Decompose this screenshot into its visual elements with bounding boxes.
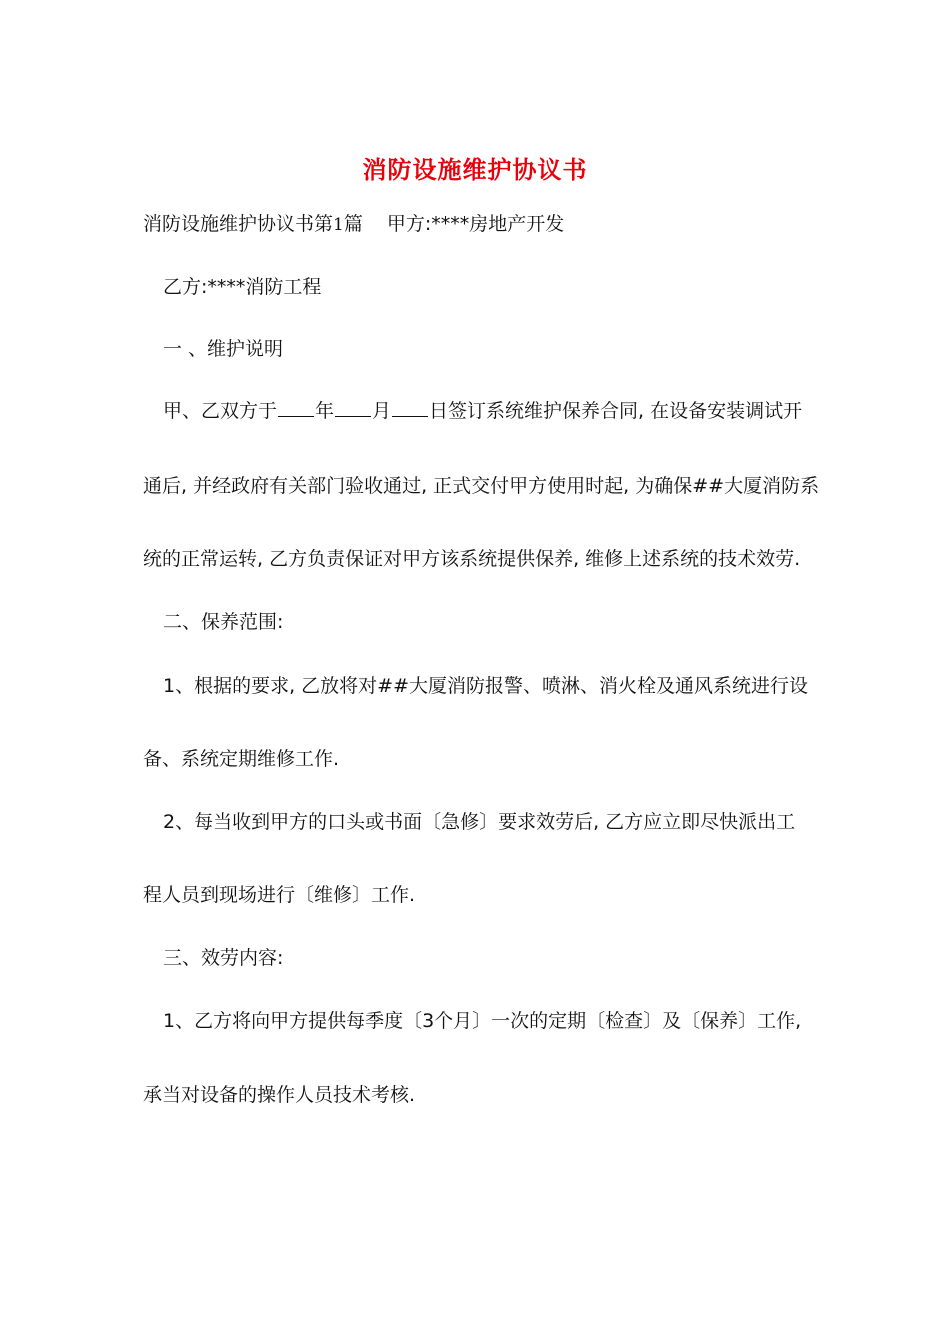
- section-heading-1: 一 、维护说明: [163, 338, 284, 360]
- list-item: 1、乙方将向甲方提供每季度〔3个月〕一次的定期〔检查〕及〔保养〕工作,: [163, 1010, 802, 1032]
- blank-field: [278, 398, 314, 417]
- section-heading-3: 三、效劳内容:: [163, 947, 284, 969]
- blank-field: [392, 398, 428, 417]
- list-item: 1、根据的要求, 乙放将对##大厦消防报警、喷淋、消火栓及通风系统进行设: [163, 675, 809, 697]
- paragraph-text: 日签订系统维护保养合同, 在设备安装调试开: [429, 400, 803, 422]
- document-title: 消防设施维护协议书: [362, 155, 588, 184]
- party-a: 甲方:****房地产开发: [386, 213, 565, 235]
- intro-prefix: 消防设施维护协议书第: [143, 213, 334, 235]
- intro-number: 1: [333, 215, 344, 235]
- paragraph-line: [163, 397, 802, 425]
- list-item-continuation: 程人员到现场进行〔维修〕工作.: [143, 884, 416, 906]
- list-item: 2、每当收到甲方的口头或书面〔急修〕要求效劳后, 乙方应立即尽快派出工: [163, 811, 796, 833]
- paragraph-text: 月: [372, 400, 392, 422]
- paragraph-text: 年: [315, 400, 335, 422]
- paragraph-text: 甲、乙双方于: [163, 400, 278, 422]
- blank-field: [335, 398, 371, 417]
- section-heading-2: 二、保养范围:: [163, 611, 284, 633]
- party-b: 乙方:****消防工程: [163, 276, 322, 298]
- list-item-continuation: 备、系统定期维修工作.: [143, 748, 340, 770]
- paragraph-line: 统的正常运转, 乙方负责保证对甲方该系统提供保养, 维修上述系统的技术效劳.: [143, 548, 801, 570]
- intro-suffix: 篇: [343, 213, 363, 235]
- list-item-continuation: 承当对设备的操作人员技术考核.: [143, 1084, 416, 1106]
- intro-line: [143, 210, 564, 239]
- paragraph-line: 通后, 并经政府有关部门验收通过, 正式交付甲方使用时起, 为确保##大厦消防系: [143, 475, 820, 497]
